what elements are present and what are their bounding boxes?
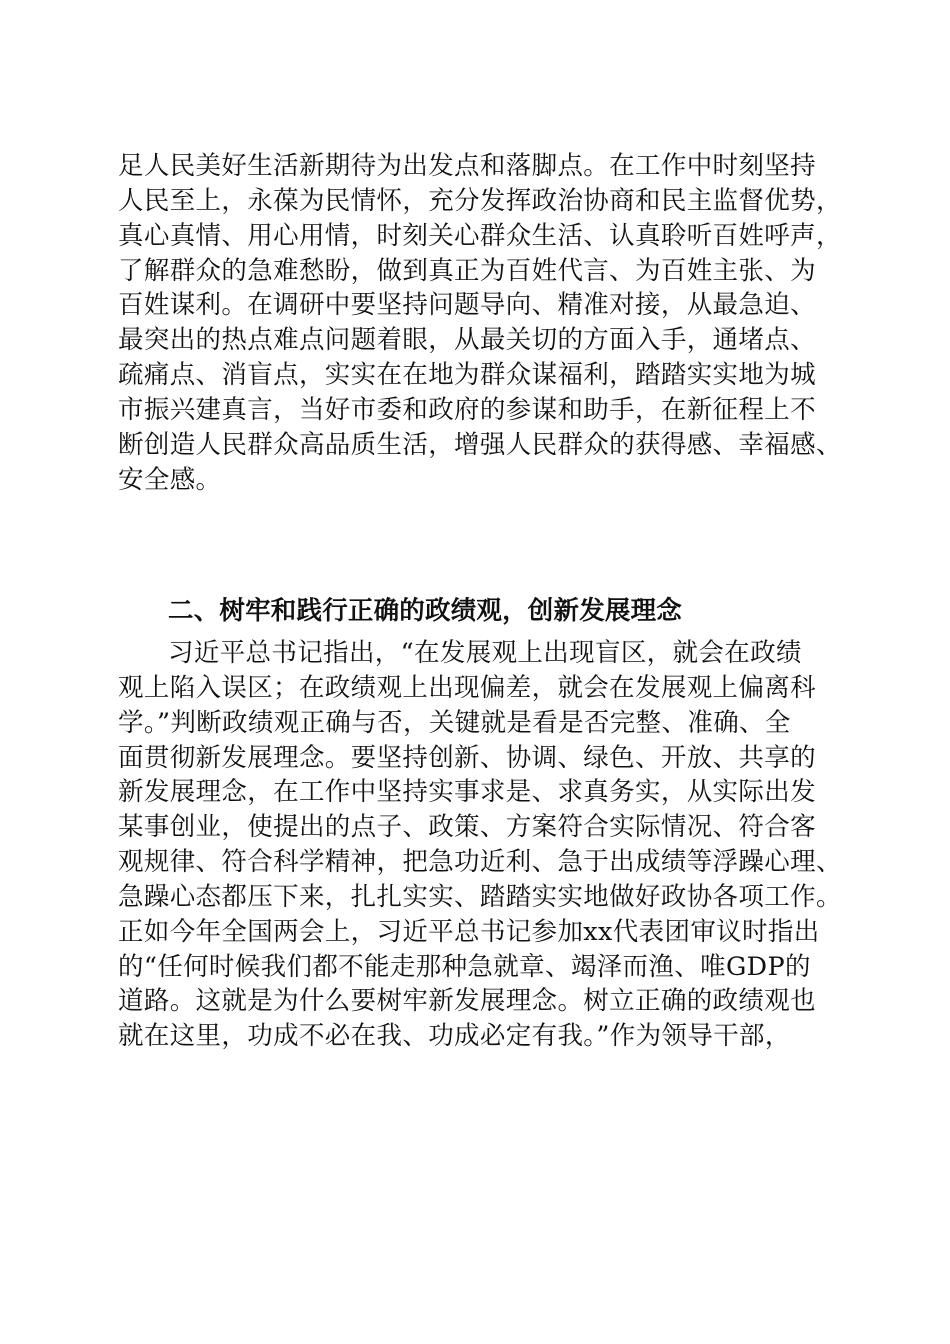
paragraph-line: 急躁心态都压下来，扎扎实实、踏踏实实地做好政协各项工作。: [118, 881, 842, 912]
paragraph-line: 习近平总书记指出，“在发展观上出现盲区，就会在政绩: [168, 638, 802, 668]
paragraph-1: [118, 149, 848, 497]
paragraph-line: 断创造人民群众高品质生活，增强人民群众的获得感、幸福感、: [118, 429, 842, 460]
paragraph-line: 足人民美好生活新期待为出发点和落脚点。在工作中时刻坚持: [118, 151, 816, 181]
paragraph-line: 道路。这就是为什么要树牢新发展理念。树立正确的政绩观也: [118, 986, 816, 1017]
paragraph-line: 新发展理念，在工作中坚持实事求是、求真务实，从实际出发: [118, 777, 816, 808]
section-heading: 二、树牢和践行正确的政绩观，创新发展理念: [168, 596, 683, 626]
section-2-heading-block: [118, 594, 848, 629]
paragraph-line: 某事创业，使提出的点子、政策、方案符合实际情况、符合客: [118, 812, 816, 843]
paragraph-line: 面贯彻新发展理念。要坚持创新、协调、绿色、开放、共享的: [118, 742, 816, 773]
paragraph-line: 最突出的热点难点问题着眼，从最关切的方面入手，通堵点、: [118, 325, 816, 356]
paragraph-line: 安全感。: [118, 464, 222, 495]
paragraph-line: 了解群众的急难愁盼，做到真正为百姓代言、为百姓主张、为: [118, 255, 816, 286]
paragraph-line: 观规律、符合科学精神，把急功近利、急于出成绩等浮躁心理、: [118, 847, 842, 878]
paragraph-line: 学。”判断政绩观正确与否，关键就是看是否完整、准确、全: [118, 707, 791, 738]
paragraph-line: 就在这里，功成不必在我、功成必定有我。”作为领导干部，: [118, 1021, 791, 1052]
paragraph-line: 正如今年全国两会上，习近平总书记参加xx代表团审议时指出: [118, 916, 820, 947]
paragraph-line: 市振兴建真言，当好市委和政府的参谋和助手，在新征程上不: [118, 394, 816, 425]
paragraph-2: [118, 636, 848, 1054]
paragraph-line: 人民至上，永葆为民情怀，充分发挥政治协商和民主监督优势，: [118, 185, 842, 216]
paragraph-line: 的“任何时候我们都不能走那种急就章、竭泽而渔、唯GDP的: [118, 951, 811, 982]
paragraph-line: 疏痛点、消盲点，实实在在地为群众谋福利，踏踏实实地为城: [118, 360, 816, 391]
paragraph-line: 百姓谋利。在调研中要坚持问题导向、精准对接，从最急迫、: [118, 290, 816, 321]
paragraph-line: 真心真情、用心用情，时刻关心群众生活、认真聆听百姓呼声，: [118, 220, 842, 251]
paragraph-line: 观上陷入误区；在政绩观上出现偏差，就会在发展观上偏离科: [118, 672, 816, 703]
